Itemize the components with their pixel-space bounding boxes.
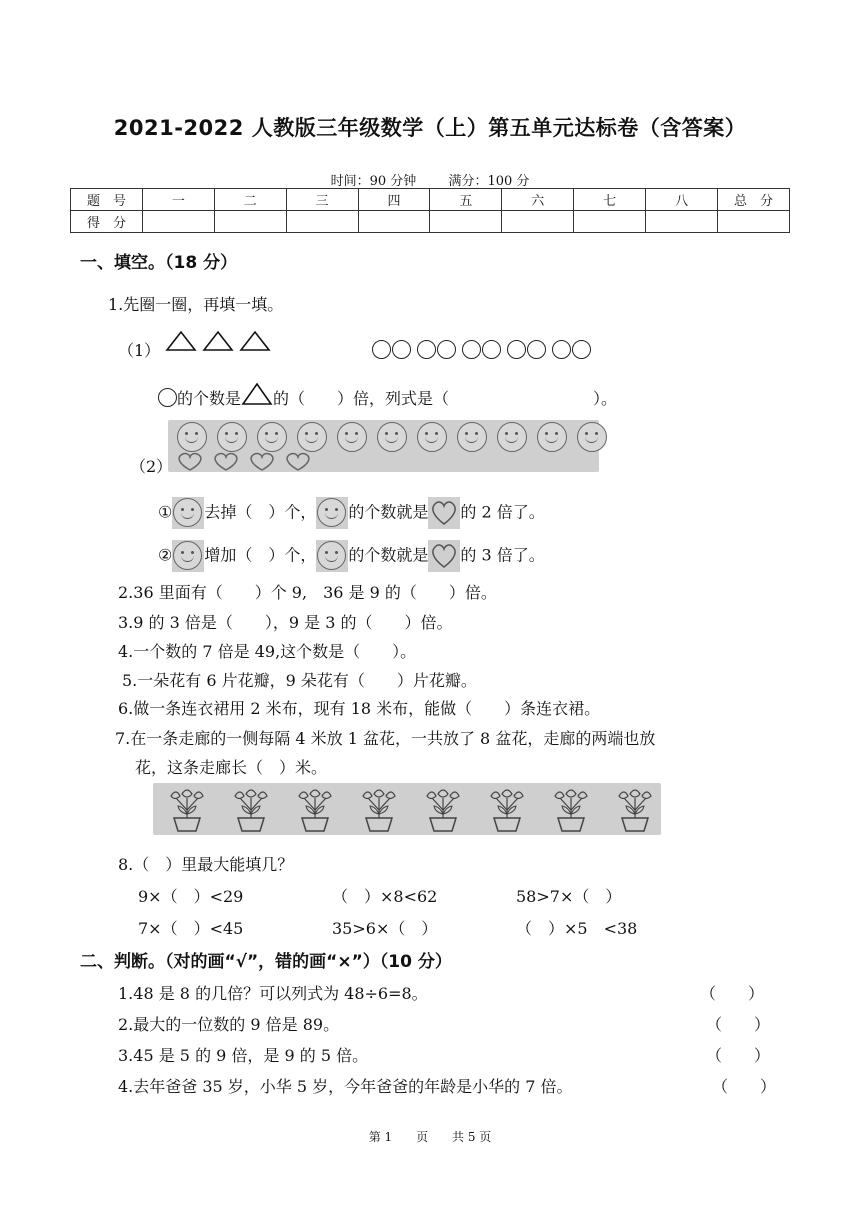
score-cell: 总 分 [718, 189, 790, 211]
flower-pot-icon [162, 784, 212, 834]
smiley-face-icon [172, 540, 204, 572]
q1-sub2 [158, 540, 545, 572]
circle-icon [417, 340, 436, 359]
score-cell: 二 [214, 189, 286, 211]
smiley-face-icon [172, 497, 204, 529]
question-6: 6.做一条连衣裙用 2 米布，现有 18 米布，能做（ ）条连衣裙。 [118, 699, 601, 718]
q1-part1-text-b: 的（ ）倍，列式是（ ）。 [273, 389, 618, 408]
q1-sub1-text-b: 的个数就是 [348, 502, 429, 522]
heart-icon [284, 451, 312, 473]
smiley-face-icon [377, 422, 407, 452]
flower-pots-picture [153, 783, 661, 835]
circle-icon [552, 340, 571, 359]
score-blank [358, 211, 430, 233]
score-blank [502, 211, 574, 233]
full-score: 满分：100 分 [448, 174, 530, 189]
q1-sub2-text-b: 的个数就是 [348, 545, 429, 565]
answer-paren: （ ） [700, 984, 765, 1003]
score-cell: 一 [142, 189, 214, 211]
section1-heading: 一、填空。（18 分） [80, 253, 238, 273]
hearts-row [172, 451, 316, 477]
q1-sub2-number: ② [158, 545, 173, 565]
circle-icon [437, 340, 456, 359]
question-2: 2.36 里面有（ ）个 9, 36 是 9 的（ ）倍。 [118, 583, 497, 602]
circle-icon [462, 340, 481, 359]
circle-icon [482, 340, 501, 359]
flower-pots-row [155, 784, 667, 838]
page-footer [0, 1128, 860, 1145]
q8-item: 35>6×（ ） [332, 919, 438, 938]
q1-part1-question [158, 382, 617, 409]
score-cell: 八 [646, 189, 718, 211]
question-4: 4.一个数的 7 倍是 49,这个数是（ ）。 [118, 642, 417, 661]
q1-sub1-number: ① [158, 502, 173, 522]
question-3: 3.9 的 3 倍是（ ），9 是 3 的（ ）倍。 [118, 613, 453, 632]
score-cell: 七 [574, 189, 646, 211]
section2-heading: 二、判断。（对的画“√”，错的画“×”）（10 分） [80, 952, 452, 972]
score-blank [214, 211, 286, 233]
score-blank [286, 211, 358, 233]
question-5: 5.一朵花有 6 片花瓣，9 朵花有（ ）片花瓣。 [122, 671, 477, 690]
smiley-face-icon [417, 422, 447, 452]
page-total: 共 5 页 [452, 1130, 492, 1144]
q1-part2-label: （2） [130, 457, 173, 476]
score-cell: 题 号 [71, 189, 143, 211]
score-cell: 四 [358, 189, 430, 211]
score-cell: 六 [502, 189, 574, 211]
smiley-face-icon [577, 422, 607, 452]
judgement-item: 2.最大的一位数的 9 倍是 89。 [118, 1015, 340, 1034]
circle-icon [507, 340, 526, 359]
heart-icon [428, 540, 460, 572]
judgement-item: 1.48 是 8 的几倍？可以列式为 48÷6=8。 [118, 984, 428, 1003]
q8-item: （ ）×8<62 [332, 887, 438, 906]
smiley-face-icon [337, 422, 367, 452]
q8-item: （ ）×5 <38 [516, 919, 638, 938]
q8-item: 7×（ ）<45 [138, 919, 244, 938]
triangle-icon [239, 330, 271, 352]
flower-pot-icon [482, 784, 532, 834]
triangle-group [165, 330, 271, 352]
q1-sub2-text-a: 增加（ ）个， [204, 545, 317, 565]
score-blank [718, 211, 790, 233]
smiley-face-icon [297, 422, 327, 452]
score-blank [574, 211, 646, 233]
question-7-line2: 花，这条走廊长（ ）米。 [135, 758, 328, 777]
judgement-item: 3.45 是 5 的 9 倍，是 9 的 5 倍。 [118, 1046, 369, 1065]
flower-pot-icon [610, 784, 660, 834]
smiley-face-icon [497, 422, 527, 452]
q1-part1-label: （1） [118, 341, 161, 360]
smiley-face-icon [457, 422, 487, 452]
judgement-item: 4.去年爸爸 35 岁，小华 5 岁，今年爸爸的年龄是小华的 7 倍。 [118, 1077, 573, 1096]
q8-item: 9×（ ）<29 [138, 887, 244, 906]
time-limit: 时间：90 分钟 [330, 174, 417, 189]
faces-hearts-picture [168, 420, 599, 472]
score-table-score-row [71, 211, 790, 233]
circle-icon [372, 340, 391, 359]
triangle-icon [241, 382, 273, 406]
flower-pot-icon [418, 784, 468, 834]
answer-paren: （ ） [706, 1015, 771, 1034]
score-table-header-row [71, 189, 790, 211]
flower-pot-icon [290, 784, 340, 834]
circle-icon [527, 340, 546, 359]
flower-pot-icon [226, 784, 276, 834]
score-blank [142, 211, 214, 233]
q1-sub1 [158, 497, 545, 529]
score-row-label: 得 分 [71, 211, 143, 233]
q1-sub1-text-c: 的 2 倍了。 [460, 502, 545, 522]
q1-part1-text-a: 的个数是 [177, 389, 242, 408]
q1-sub1-text-a: 去掉（ ）个， [204, 502, 317, 522]
score-table [70, 188, 790, 233]
triangle-icon [202, 330, 234, 352]
smiley-face-icon [316, 540, 348, 572]
triangle-icon [165, 330, 197, 352]
heart-icon [248, 451, 276, 473]
exam-meta [0, 170, 860, 189]
flower-pot-icon [546, 784, 596, 834]
smiley-face-icon [537, 422, 567, 452]
smiley-face-icon [217, 422, 247, 452]
smiley-face-icon [177, 422, 207, 452]
page-title: 2021-2022 人教版三年级数学（上）第五单元达标卷（含答案） [113, 116, 747, 140]
answer-paren: （ ） [706, 1046, 771, 1065]
smiley-face-icon [257, 422, 287, 452]
q1-intro: 1.先圈一圈，再填一填。 [108, 295, 284, 314]
circle-group [372, 340, 592, 363]
score-cell: 三 [286, 189, 358, 211]
heart-icon [212, 451, 240, 473]
score-cell: 五 [430, 189, 502, 211]
score-blank [646, 211, 718, 233]
smiley-face-icon [316, 497, 348, 529]
circle-icon [158, 388, 177, 407]
flower-pot-icon [354, 784, 404, 834]
question-7-line1: 7.在一条走廊的一侧每隔 4 米放 1 盆花，一共放了 8 盆花，走廊的两端也放 [115, 729, 656, 748]
circle-icon [392, 340, 411, 359]
score-blank [430, 211, 502, 233]
page-number: 第 1 页 [368, 1130, 429, 1144]
heart-icon [428, 497, 460, 529]
q1-sub2-text-c: 的 3 倍了。 [460, 545, 545, 565]
q8-item: 58>7×（ ） [516, 887, 622, 906]
circle-icon [572, 340, 591, 359]
question-8: 8.（ ）里最大能填几？ [118, 855, 294, 874]
answer-paren: （ ） [712, 1077, 777, 1096]
heart-icon [176, 451, 204, 473]
